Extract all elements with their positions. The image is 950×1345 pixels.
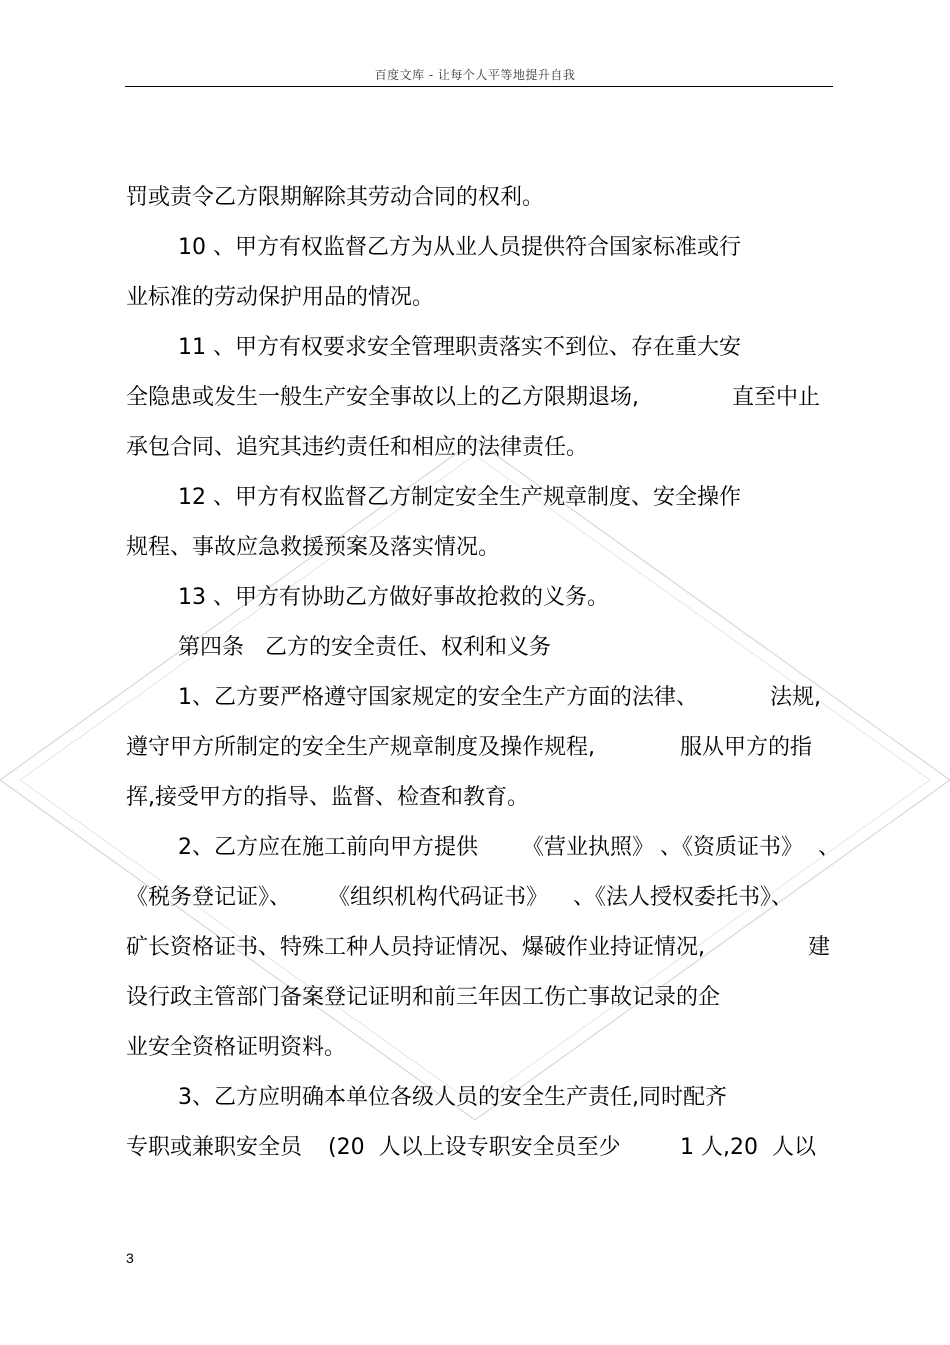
page-header: 百度文库 - 让每个人平等地提升自我 xyxy=(374,68,576,82)
body-line: 业标准的劳动保护用品的情况。 xyxy=(126,285,435,310)
body-line: 法规, xyxy=(770,685,821,710)
body-line: 1 人,20 人以 xyxy=(680,1135,816,1160)
body-line: 3、乙方应明确本单位各级人员的安全生产责任,同时配齐 xyxy=(178,1085,727,1110)
body-line: 1、乙方要严格遵守国家规定的安全生产方面的法律、 xyxy=(178,685,698,710)
body-line: 设行政主管部门备案登记证明和前三年因工伤亡事故记录的企 xyxy=(126,985,721,1010)
body-line: 12 、甲方有权监督乙方制定安全生产规章制度、安全操作 xyxy=(178,485,741,510)
body-line: 《税务登记证》、 xyxy=(126,885,292,910)
page-number: 3 xyxy=(126,1250,134,1266)
body-line: 、《法人授权委托书》、 xyxy=(573,885,794,910)
body-line: 遵守甲方所制定的安全生产规章制度及操作规程, xyxy=(126,735,595,760)
body-line: 业安全资格证明资料。 xyxy=(126,1035,347,1060)
body-line: 承包合同、追究其违约责任和相应的法律责任。 xyxy=(126,435,589,460)
body-line: 、 xyxy=(818,835,841,860)
body-line: 罚或责令乙方限期解除其劳动合同的权利。 xyxy=(126,185,545,210)
body-line: 规程、事故应急救援预案及落实情况。 xyxy=(126,535,501,560)
body-line: 2、乙方应在施工前向甲方提供 xyxy=(178,835,478,860)
section-heading: 第四条 乙方的安全责任、权利和义务 xyxy=(178,635,551,660)
body-line: 建 xyxy=(808,935,831,960)
body-line: 专职或兼职安全员 xyxy=(126,1135,303,1160)
body-line: (20 人以上设专职安全员至少 xyxy=(328,1135,621,1160)
body-line: 矿长资格证书、特殊工种人员持证情况、爆破作业持证情况, xyxy=(126,935,705,960)
header-divider xyxy=(125,86,833,87)
body-line: 全隐患或发生一般生产安全事故以上的乙方限期退场, xyxy=(126,385,639,410)
body-line: 挥,接受甲方的指导、监督、检查和教育。 xyxy=(126,785,529,810)
body-line: 13 、甲方有协助乙方做好事故抢救的义务。 xyxy=(178,585,609,610)
body-line: 直至中止 xyxy=(732,385,821,410)
body-line: 《营业执照》 xyxy=(522,835,655,860)
body-line: 11 、甲方有权要求安全管理职责落实不到位、存在重大安 xyxy=(178,335,741,360)
body-line: 《组织机构代码证书》 xyxy=(328,885,549,910)
body-line: 、《资质证书》 xyxy=(660,835,804,860)
body-line: 服从甲方的指 xyxy=(680,735,813,760)
body-line: 10 、甲方有权监督乙方为从业人员提供符合国家标准或行 xyxy=(178,235,741,260)
